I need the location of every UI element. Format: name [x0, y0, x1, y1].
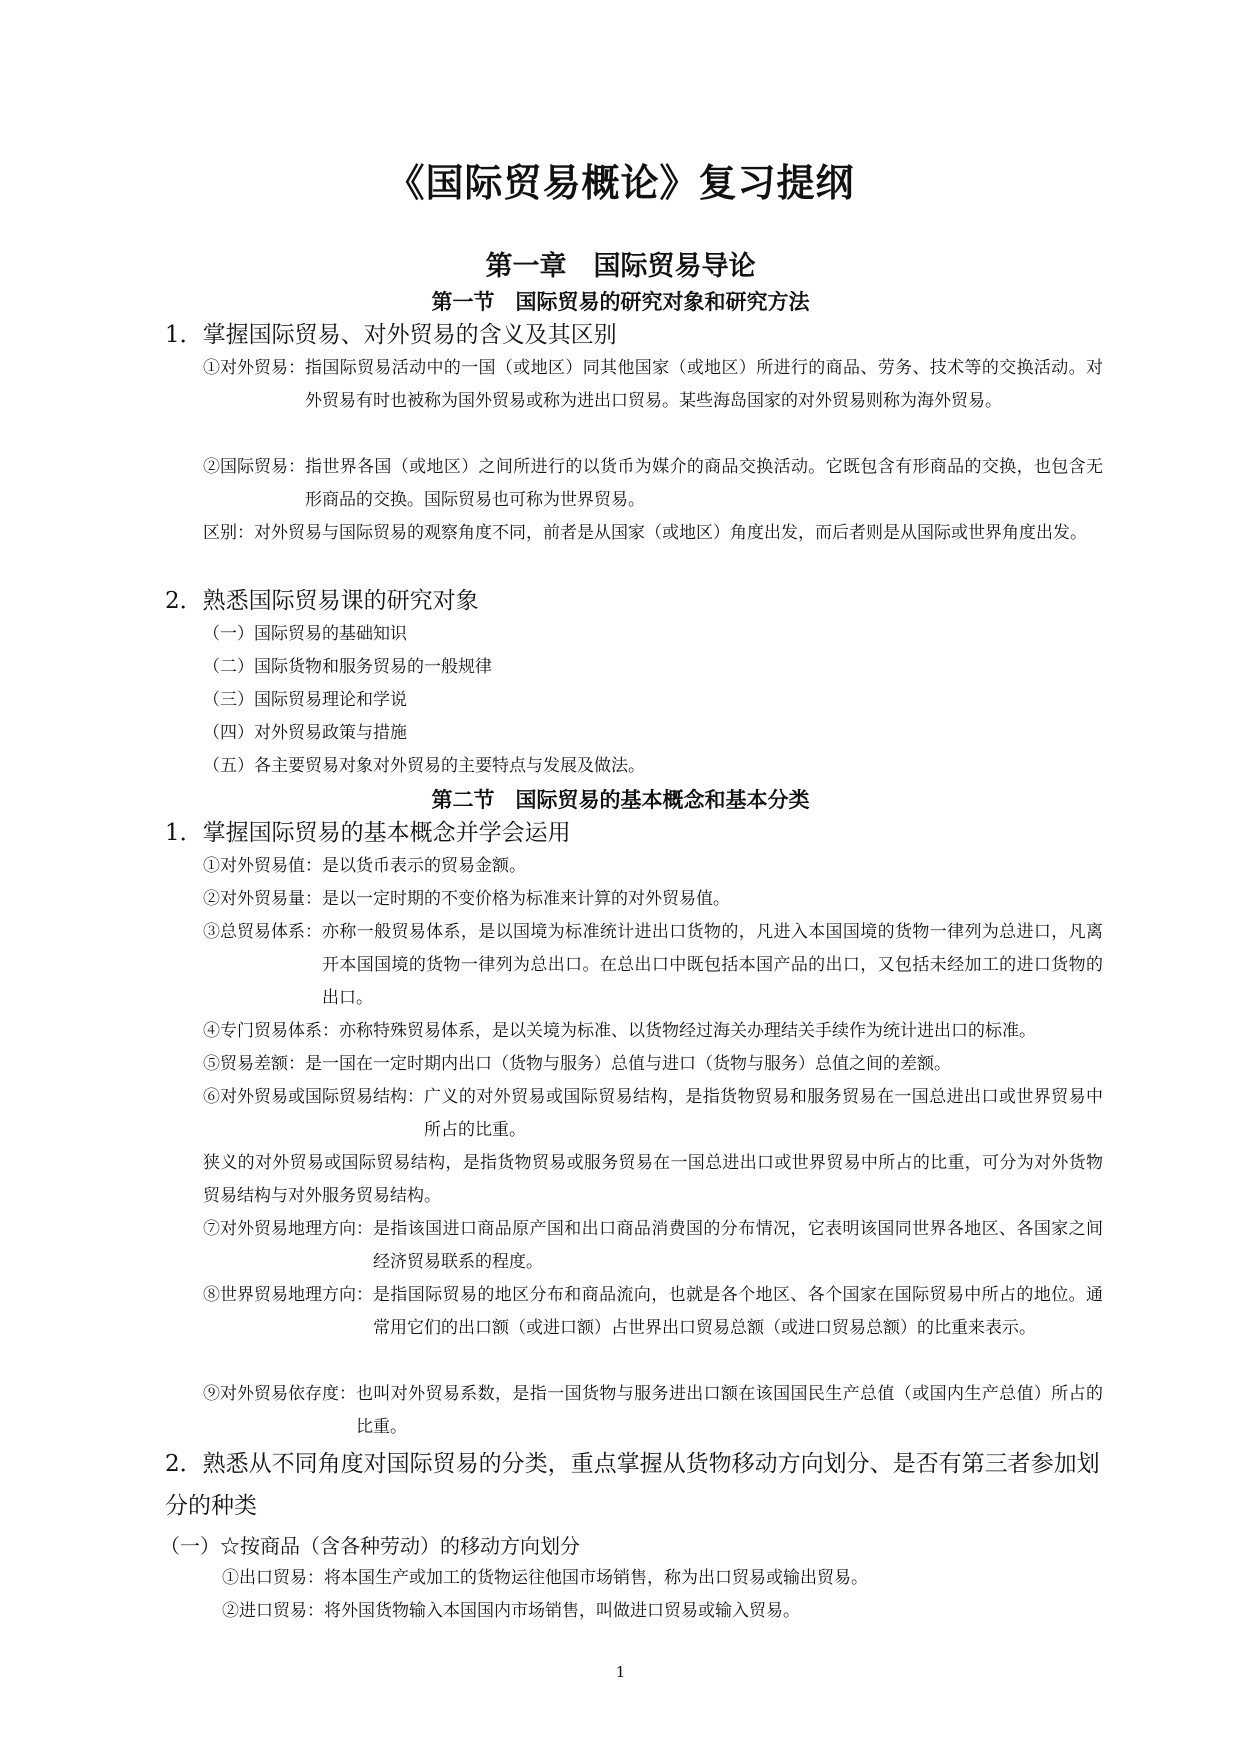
list-item: ②进口贸易：将外国货物输入本国国内市场销售，叫做进口贸易或输入贸易。 — [222, 1601, 800, 1621]
list-item: （二）国际货物和服务贸易的一般规律 — [203, 657, 492, 677]
section-heading-1: 第一节 国际贸易的研究对象和研究方法 — [431, 289, 810, 314]
list-item: （一）国际贸易的基础知识 — [203, 624, 407, 644]
definition-item: ⑧世界贸易地理方向： 是指国际贸易的地区分布和商品流向，也就是各个地区、各个国家在国际贸易中所占的地位。通常用它们的出口额（或进口额）占世界出口贸易总额（或进口贸易总额）的比重来表示。 — [203, 1285, 1103, 1338]
section-heading-2: 第二节 国际贸易的基本概念和基本分类 — [431, 787, 810, 812]
definition-item: ⑨对外贸易依存度： 也叫对外贸易系数，是指一国货物与服务进出口额在该国国民生产总值（或国内生产总值）所占的比重。 — [203, 1384, 1103, 1437]
definition-item: ①对外贸易值： 是以货币表示的贸易金额。 — [203, 856, 526, 876]
definition-item: 区别： 对外贸易与国际贸易的观察角度不同，前者是从国家（或地区）角度出发，而后者则是从国际或世界角度出发。 — [203, 523, 1087, 543]
definition-item: ⑥对外贸易或国际贸易结构： 广义的对外贸易或国际贸易结构，是指货物贸易和服务贸易在一国总进出口或世界贸易中所占的比重。 狭义的对外贸易或国际贸易结构，是指货物贸易或服务贸易在一国总进出口或世界贸易中所占的比重，可分为对外货物贸易结构与对外服务贸易结构。 — [203, 1087, 1103, 1206]
definition-item: ②对外贸易量： 是以一定时期的不变价格为标准来计算的对外贸易值。 — [203, 889, 730, 909]
definition-item: ①对外贸易： 指国际贸易活动中的一国（或地区）同其他国家（或地区）所进行的商品、劳务、技术等的交换活动。对外贸易有时也被称为国外贸易或称为进出口贸易。某些海岛国家的对外贸易则称为海外贸易。 — [203, 358, 1103, 411]
point-heading: 1．掌握国际贸易的基本概念并学会运用 — [165, 820, 571, 846]
document-title: 《国际贸易概论》复习提纲 — [386, 160, 855, 205]
chapter-heading: 第一章 国际贸易导论 — [485, 251, 756, 282]
list-item: （五）各主要贸易对象对外贸易的主要特点与发展及做法。 — [203, 756, 645, 776]
subpoint-heading: （一）☆按商品（含各种劳动）的移动方向划分 — [160, 1534, 580, 1558]
definition-item: ⑦对外贸易地理方向： 是指该国进口商品原产国和出口商品消费国的分布情况，它表明该国同世界各地区、各国家之间经济贸易联系的程度。 — [203, 1219, 1103, 1272]
definition-item: ②国际贸易： 指世界各国（或地区）之间所进行的以货币为媒介的商品交换活动。它既包含有形商品的交换，也包含无形商品的交换。国际贸易也可称为世界贸易。 — [203, 457, 1103, 510]
point-heading: 2．熟悉从不同角度对国际贸易的分类，重点掌握从货物移动方向划分、是否有第三者参加划分的种类 — [165, 1451, 1100, 1519]
definition-item: ③总贸易体系： 亦称一般贸易体系，是以国境为标准统计进出口货物的，凡进入本国国境的货物一律列为总进口，凡离开本国国境的货物一律列为总出口。在总出口中既包括本国产品的出口，又包括未经加工的进口货物的出口。 — [203, 922, 1103, 1008]
list-item: （四）对外贸易政策与措施 — [203, 723, 407, 743]
point-heading: 2．熟悉国际贸易课的研究对象 — [165, 588, 479, 614]
definition-item: ⑤贸易差额： 是一国在一定时期内出口（货物与服务）总值与进口（货物与服务）总值之间的差额。 — [203, 1054, 951, 1074]
point-heading: 1．掌握国际贸易、对外贸易的含义及其区别 — [165, 322, 617, 348]
definition-item: ④专门贸易体系： 亦称特殊贸易体系，是以关境为标准、以货物经过海关办理结关手续作为统计进出口的标准。 — [203, 1021, 1036, 1041]
list-item: ①出口贸易：将本国生产或加工的货物运往他国市场销售，称为出口贸易或输出贸易。 — [222, 1568, 868, 1588]
list-item: （三）国际贸易理论和学说 — [203, 690, 407, 710]
page-number: 1 — [615, 1663, 626, 1681]
